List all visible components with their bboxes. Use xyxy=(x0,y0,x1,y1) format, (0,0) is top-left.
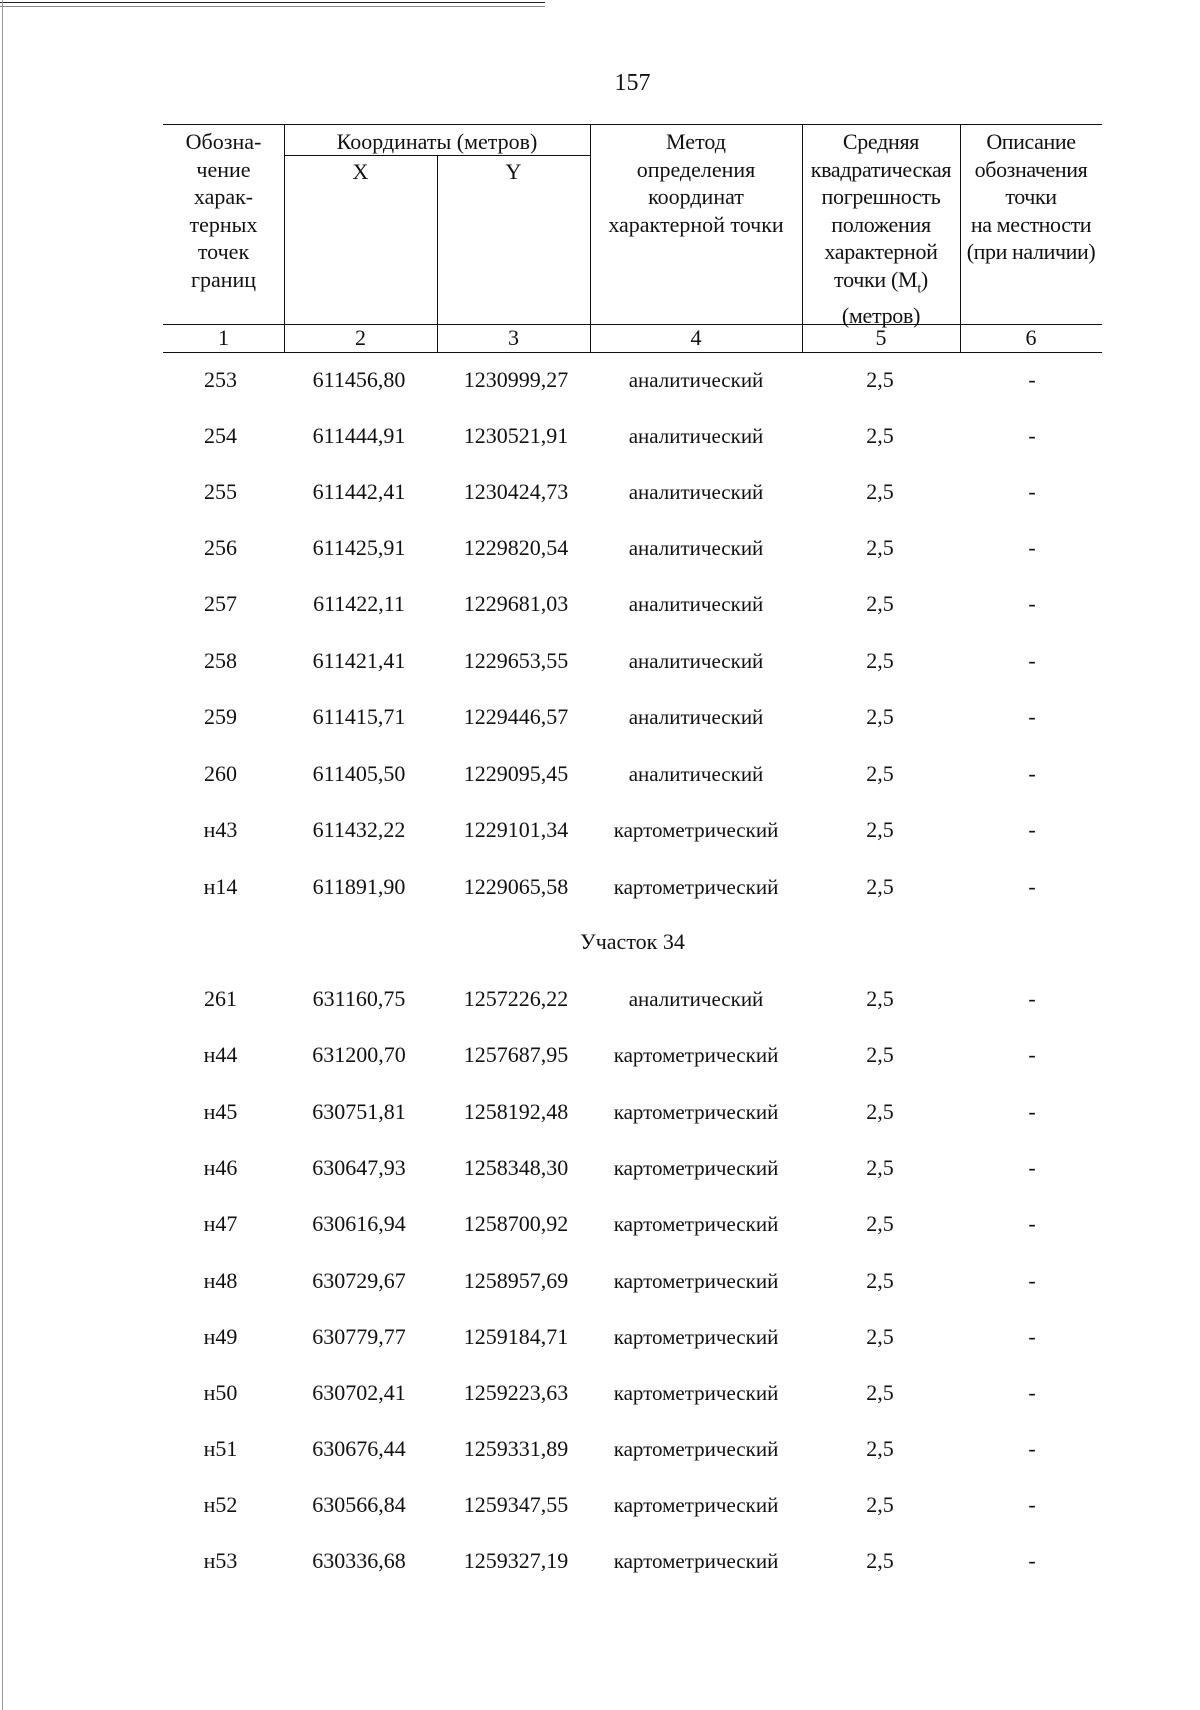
table-row xyxy=(0,1490,1200,1520)
coord-y: 1259331,89 xyxy=(463,1436,569,1461)
method: картометрический xyxy=(613,1381,779,1405)
description: - xyxy=(1028,535,1036,560)
mean-error: 2,5 xyxy=(866,704,894,729)
description: - xyxy=(1028,1436,1036,1461)
table-row xyxy=(0,589,1200,619)
point-id: 258 xyxy=(204,648,237,673)
point-id: н52 xyxy=(203,1492,238,1517)
table-row xyxy=(0,1266,1200,1296)
coord-y: 1230521,91 xyxy=(463,423,569,448)
mean-error: 2,5 xyxy=(866,1268,894,1293)
header-col3-y: Y xyxy=(505,159,522,184)
top-edge-rule-secondary xyxy=(0,6,545,7)
coord-x: 630751,81 xyxy=(312,1099,406,1124)
col-number-6: 6 xyxy=(1025,325,1037,350)
description: - xyxy=(1028,1268,1036,1293)
description: - xyxy=(1028,817,1036,842)
table-row xyxy=(0,1040,1200,1070)
point-id: н50 xyxy=(203,1380,238,1405)
method: картометрический xyxy=(613,818,779,842)
coord-y: 1257687,95 xyxy=(463,1042,569,1067)
point-id: 253 xyxy=(204,367,237,392)
coord-y: 1257226,22 xyxy=(463,986,569,1011)
coord-x: 630647,93 xyxy=(312,1155,406,1180)
header-top-rule xyxy=(163,124,1102,125)
header-col5: Средняя квадратическая погрешность положения характерной точки $(M_t)$ (метров) xyxy=(810,129,952,329)
method: аналитический xyxy=(628,368,764,392)
point-id: 255 xyxy=(204,479,237,504)
point-id: н51 xyxy=(203,1436,238,1461)
mean-error: 2,5 xyxy=(866,648,894,673)
numbers-bottom-rule xyxy=(163,352,1102,353)
description: - xyxy=(1028,1211,1036,1236)
coord-y: 1229065,58 xyxy=(463,874,569,899)
mean-error: 2,5 xyxy=(866,986,894,1011)
coord-x: 611456,80 xyxy=(312,367,406,392)
coord-y: 1229446,57 xyxy=(463,704,569,729)
method: аналитический xyxy=(628,536,764,560)
description: - xyxy=(1028,874,1036,899)
coord-x: 611415,71 xyxy=(312,704,406,729)
method: картометрический xyxy=(613,1156,779,1180)
table-row xyxy=(0,646,1200,676)
coord-y: 1259347,55 xyxy=(463,1492,569,1517)
description: - xyxy=(1028,761,1036,786)
description: - xyxy=(1028,1324,1036,1349)
description: - xyxy=(1028,367,1036,392)
header-col4: Метод определения координат характерной точки xyxy=(608,129,784,237)
description: - xyxy=(1028,1099,1036,1124)
mean-error: 2,5 xyxy=(866,367,894,392)
table-row xyxy=(0,365,1200,395)
method: картометрический xyxy=(613,1043,779,1067)
method: аналитический xyxy=(628,480,764,504)
method: аналитический xyxy=(628,424,764,448)
description: - xyxy=(1028,479,1036,504)
point-id: 261 xyxy=(204,986,237,1011)
point-id: 257 xyxy=(204,591,237,616)
mean-error: 2,5 xyxy=(866,1324,894,1349)
method: аналитический xyxy=(628,592,764,616)
point-id: н47 xyxy=(203,1211,238,1236)
mean-error: 2,5 xyxy=(866,1548,894,1573)
point-id: н49 xyxy=(203,1324,238,1349)
point-id: 256 xyxy=(204,535,237,560)
method: картометрический xyxy=(613,1493,779,1517)
method: картометрический xyxy=(613,1100,779,1124)
coord-y: 1259223,63 xyxy=(463,1380,569,1405)
mean-error: 2,5 xyxy=(866,1155,894,1180)
header-col6: Описание обозначения точки на местности (при наличии) xyxy=(966,129,1096,264)
point-id: н45 xyxy=(203,1099,238,1124)
method: аналитический xyxy=(628,649,764,673)
coord-x: 611891,90 xyxy=(312,874,406,899)
point-id: 260 xyxy=(204,761,237,786)
col-number-5: 5 xyxy=(875,325,887,350)
coord-y: 1229095,45 xyxy=(463,761,569,786)
coord-y: 1229653,55 xyxy=(463,648,569,673)
col-number-4: 4 xyxy=(690,325,702,350)
method: аналитический xyxy=(628,705,764,729)
coord-x: 611442,41 xyxy=(312,479,406,504)
table-row xyxy=(0,533,1200,563)
coord-y: 1258348,30 xyxy=(463,1155,569,1180)
page-number: 157 xyxy=(614,70,651,96)
method: аналитический xyxy=(628,987,764,1011)
point-id: н48 xyxy=(203,1268,238,1293)
mean-error: 2,5 xyxy=(866,874,894,899)
mean-error: 2,5 xyxy=(866,1492,894,1517)
coord-x: 631160,75 xyxy=(312,986,406,1011)
point-id: н43 xyxy=(203,817,238,842)
coord-y: 1258957,69 xyxy=(463,1268,569,1293)
table-row xyxy=(0,1097,1200,1127)
coord-y: 1229820,54 xyxy=(463,535,569,560)
point-id: н14 xyxy=(203,874,238,899)
table-row xyxy=(0,1209,1200,1239)
description: - xyxy=(1028,423,1036,448)
table-row xyxy=(0,1434,1200,1464)
coord-x: 611422,11 xyxy=(313,591,405,616)
coord-x: 630779,77 xyxy=(312,1324,406,1349)
coord-y: 1230424,73 xyxy=(463,479,569,504)
table-row xyxy=(0,1153,1200,1183)
coord-x: 611405,50 xyxy=(312,761,406,786)
table-row xyxy=(0,1378,1200,1408)
col-number-1: 1 xyxy=(218,325,229,350)
coord-y: 1230999,27 xyxy=(463,367,569,392)
table-row xyxy=(0,984,1200,1014)
table-row xyxy=(0,1322,1200,1352)
description: - xyxy=(1028,591,1036,616)
mean-error: 2,5 xyxy=(866,1436,894,1461)
description: - xyxy=(1028,986,1036,1011)
point-id: н53 xyxy=(203,1548,238,1573)
coord-x: 630702,41 xyxy=(312,1380,406,1405)
mean-error: 2,5 xyxy=(866,1042,894,1067)
method: картометрический xyxy=(613,1549,779,1573)
point-id: н46 xyxy=(203,1155,238,1180)
mean-error: 2,5 xyxy=(866,1099,894,1124)
table-row xyxy=(0,702,1200,732)
header-col1: Обозна- чение харак- терных точек границ xyxy=(185,129,262,292)
col-number-3: 3 xyxy=(508,325,519,350)
header-col2-x: X xyxy=(352,159,369,184)
header-coords-group: Координаты (метров) xyxy=(336,129,538,154)
table-row xyxy=(0,477,1200,507)
method: картометрический xyxy=(613,1269,779,1293)
top-edge-rule xyxy=(0,2,545,3)
col-number-2: 2 xyxy=(355,325,366,350)
mean-error: 2,5 xyxy=(866,761,894,786)
method: картометрический xyxy=(613,1437,779,1461)
description: - xyxy=(1028,1548,1036,1573)
coord-x: 630336,68 xyxy=(312,1548,406,1573)
description: - xyxy=(1028,1042,1036,1067)
mean-error: 2,5 xyxy=(866,817,894,842)
mean-error: 2,5 xyxy=(866,535,894,560)
coord-x: 631200,70 xyxy=(312,1042,406,1067)
coord-y: 1229681,03 xyxy=(463,591,569,616)
table-row xyxy=(0,421,1200,451)
section-title: Участок 34 xyxy=(580,929,685,954)
coord-x: 611432,22 xyxy=(312,817,406,842)
coord-x: 611425,91 xyxy=(312,535,406,560)
table-row xyxy=(0,815,1200,845)
description: - xyxy=(1028,648,1036,673)
description: - xyxy=(1028,1380,1036,1405)
mean-error: 2,5 xyxy=(866,591,894,616)
point-id: 259 xyxy=(204,704,237,729)
description: - xyxy=(1028,1492,1036,1517)
coord-y: 1259184,71 xyxy=(463,1324,569,1349)
point-id: 254 xyxy=(204,423,237,448)
mean-error: 2,5 xyxy=(866,423,894,448)
point-id: н44 xyxy=(203,1042,238,1067)
mean-error: 2,5 xyxy=(866,479,894,504)
method: аналитический xyxy=(628,762,764,786)
table-row xyxy=(0,759,1200,789)
table-row xyxy=(0,1546,1200,1576)
coord-x: 630676,44 xyxy=(312,1436,406,1461)
mean-error: 2,5 xyxy=(866,1211,894,1236)
coord-x: 630566,84 xyxy=(312,1492,406,1517)
method: картометрический xyxy=(613,1325,779,1349)
coord-y: 1258192,48 xyxy=(463,1099,569,1124)
coord-x: 611444,91 xyxy=(312,423,406,448)
coord-x: 611421,41 xyxy=(312,648,406,673)
description: - xyxy=(1028,1155,1036,1180)
coord-x: 630729,67 xyxy=(312,1268,406,1293)
coord-y: 1259327,19 xyxy=(463,1548,569,1573)
method: картометрический xyxy=(613,875,779,899)
coord-y: 1258700,92 xyxy=(463,1211,569,1236)
coord-y: 1229101,34 xyxy=(463,817,569,842)
mean-error: 2,5 xyxy=(866,1380,894,1405)
table-row xyxy=(0,872,1200,902)
coord-x: 630616,94 xyxy=(312,1211,406,1236)
header-bottom-rule xyxy=(163,324,1102,325)
description: - xyxy=(1028,704,1036,729)
method: картометрический xyxy=(613,1212,779,1236)
